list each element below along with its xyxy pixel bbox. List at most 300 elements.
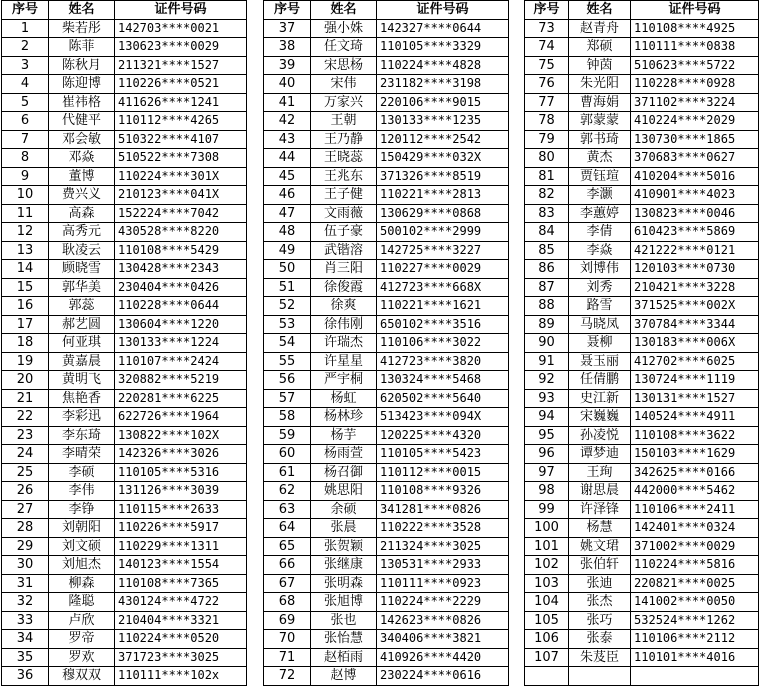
table-row [525,167,759,186]
row-number: 55 [264,352,311,371]
id-number: 142326****3026 [115,445,247,464]
row-number: 54 [264,334,311,353]
id-number: 411626****1241 [115,93,247,112]
person-name: 李晴荣 [49,445,115,464]
table-row [264,75,509,94]
id-number: 120225****4320 [377,426,509,445]
row-number: 58 [264,408,311,427]
row-number: 98 [525,482,569,501]
person-name: 柳森 [49,574,115,593]
table-row [264,352,509,371]
id-number: 110108****7365 [115,574,247,593]
table-row [264,204,509,223]
id-number: 110108****9326 [377,482,509,501]
id-number: 130823****0046 [631,204,759,223]
row-number: 106 [525,630,569,649]
person-name: 李焱 [568,241,630,260]
row-number: 16 [2,297,49,316]
row-number: 93 [525,389,569,408]
table-row [264,482,509,501]
person-name: 宋巍巍 [568,408,630,427]
person-name: 崔祎格 [49,93,115,112]
person-name: 张明森 [311,574,377,593]
row-number: 66 [264,556,311,575]
id-number: 130531****2933 [377,556,509,575]
table-row [525,241,759,260]
id-number: 110112****4265 [115,112,247,131]
header-id: 证件号码 [377,1,509,20]
id-number: 371525****002X [631,297,759,316]
table-row [525,19,759,38]
table-row [264,445,509,464]
row-number: 61 [264,463,311,482]
id-number: 210404****3321 [115,611,247,630]
row-number: 68 [264,593,311,612]
table-row [525,482,759,501]
id-number: 110105****5423 [377,445,509,464]
person-name: 杨芋 [311,426,377,445]
person-name: 董博 [49,167,115,186]
person-name: 谢思晨 [568,482,630,501]
id-number: 412723****668X [377,278,509,297]
table-row [525,537,759,556]
person-name: 陈秋月 [49,56,115,75]
row-number: 36 [2,667,49,686]
person-name: 文雨薇 [311,204,377,223]
person-name: 曹海娟 [568,93,630,112]
table-row [2,315,247,334]
table-row [2,630,247,649]
person-name: 穆双双 [49,667,115,686]
id-number: 130623****0029 [115,38,247,57]
table-row [264,223,509,242]
table-row [525,315,759,334]
row-number: 7 [2,130,49,149]
person-name: 郭书琦 [568,130,630,149]
row-number: 47 [264,204,311,223]
person-name: 李硕 [49,463,115,482]
table-row [2,75,247,94]
table-row [525,500,759,519]
table-row [525,648,759,667]
table-row [264,38,509,57]
person-name: 高森 [49,204,115,223]
row-number: 70 [264,630,311,649]
row-number: 52 [264,297,311,316]
row-number: 75 [525,56,569,75]
id-number: 110227****0029 [377,260,509,279]
table-row [525,38,759,57]
row-number: 15 [2,278,49,297]
id-number: 370683****0627 [631,149,759,168]
id-number: 130133****1224 [115,334,247,353]
id-number: 131126****3039 [115,482,247,501]
person-name: 刘文硕 [49,537,115,556]
person-name: 王乃静 [311,130,377,149]
id-number: 342625****0166 [631,463,759,482]
person-name: 张杰 [568,593,630,612]
person-name: 王兆东 [311,167,377,186]
person-name: 任文琦 [311,38,377,57]
person-name: 许泽锋 [568,500,630,519]
table-row [264,537,509,556]
table-row [2,352,247,371]
table-row [264,19,509,38]
table-row [264,408,509,427]
id-number: 220821****0025 [631,574,759,593]
table-row [2,112,247,131]
id-number: 110224****4828 [377,56,509,75]
row-number: 85 [525,241,569,260]
row-number: 50 [264,260,311,279]
table-row [264,556,509,575]
person-name: 朱光阳 [568,75,630,94]
row-number: 62 [264,482,311,501]
row-number: 104 [525,593,569,612]
person-name: 张伯轩 [568,556,630,575]
row-number: 64 [264,519,311,538]
table-row [264,611,509,630]
person-name: 万家兴 [311,93,377,112]
person-name: 何亚琪 [49,334,115,353]
table-row [2,611,247,630]
person-name: 王子健 [311,186,377,205]
table-row [525,371,759,390]
row-number: 37 [264,19,311,38]
id-number: 110106****2411 [631,500,759,519]
id-number: 230224****0616 [377,667,509,686]
table-row [2,204,247,223]
id-number: 622726****1964 [115,408,247,427]
header-no: 序号 [264,1,311,20]
row-number: 48 [264,223,311,242]
person-name: 钟茵 [568,56,630,75]
person-name: 张也 [311,611,377,630]
row-number: 6 [2,112,49,131]
row-number: 21 [2,389,49,408]
row-number: 41 [264,93,311,112]
row-number: 69 [264,611,311,630]
row-number: 76 [525,75,569,94]
table-row [525,93,759,112]
id-number: 371326****8519 [377,167,509,186]
table-row [2,93,247,112]
row-number: 67 [264,574,311,593]
table-row [2,556,247,575]
person-name: 刘旭杰 [49,556,115,575]
person-name: 强小姝 [311,19,377,38]
row-number: 80 [525,149,569,168]
table-row [525,149,759,168]
table-row [2,167,247,186]
row-number: 82 [525,186,569,205]
person-name: 郑硕 [568,38,630,57]
row-number: 17 [2,315,49,334]
table-row [264,93,509,112]
row-number: 5 [2,93,49,112]
row-number: 60 [264,445,311,464]
person-name: 孙凌悦 [568,426,630,445]
person-name: 黄杰 [568,149,630,168]
row-number: 42 [264,112,311,131]
table-row [264,574,509,593]
row-number: 39 [264,56,311,75]
person-name: 伍子豪 [311,223,377,242]
table-row [264,278,509,297]
table-row [525,611,759,630]
id-number: 142401****0324 [631,519,759,538]
header-no: 序号 [525,1,569,20]
table-row [2,593,247,612]
person-name: 郭蕊 [49,297,115,316]
person-name: 邓焱 [49,149,115,168]
id-number: 142703****0021 [115,19,247,38]
roster-table-3 [524,0,759,686]
table-row [2,648,247,667]
person-name: 宋伟 [311,75,377,94]
person-name: 朱芨臣 [568,648,630,667]
table-row [264,56,509,75]
person-name: 张贺颖 [311,537,377,556]
person-name: 李铮 [49,500,115,519]
table-row [264,130,509,149]
row-number: 34 [2,630,49,649]
person-name: 耿凌云 [49,241,115,260]
id-number [631,667,759,686]
person-name: 杨林珍 [311,408,377,427]
table-row [2,426,247,445]
person-name: 肖三阳 [311,260,377,279]
table-row [264,426,509,445]
person-name: 隆聪 [49,593,115,612]
table-row [2,408,247,427]
id-number: 130730****1865 [631,130,759,149]
row-number: 3 [2,56,49,75]
person-name: 费兴义 [49,186,115,205]
person-name: 李倩 [568,223,630,242]
id-number: 510623****5722 [631,56,759,75]
table-row [264,593,509,612]
id-number: 110224****301X [115,167,247,186]
id-number: 142623****0826 [377,611,509,630]
id-number: 140123****1554 [115,556,247,575]
row-number: 83 [525,204,569,223]
table-row [2,149,247,168]
header-no: 序号 [2,1,49,20]
person-name: 李蕙婷 [568,204,630,223]
row-number: 2 [2,38,49,57]
row-number: 19 [2,352,49,371]
id-number: 130183****006X [631,334,759,353]
row-number: 23 [2,426,49,445]
row-number: 102 [525,556,569,575]
table-row [2,260,247,279]
id-number: 110221****2813 [377,186,509,205]
header-id: 证件号码 [631,1,759,20]
table-row [2,19,247,38]
table-row [525,463,759,482]
id-number: 110229****1311 [115,537,247,556]
row-number: 105 [525,611,569,630]
person-name: 顾晓雪 [49,260,115,279]
person-name: 徐俊霞 [311,278,377,297]
row-number: 92 [525,371,569,390]
row-number: 103 [525,574,569,593]
row-number: 57 [264,389,311,408]
table-row [525,130,759,149]
row-number: 107 [525,648,569,667]
person-name: 张怡慧 [311,630,377,649]
id-number: 110224****0520 [115,630,247,649]
id-number: 500102****2999 [377,223,509,242]
person-name: 张继康 [311,556,377,575]
table-row [525,204,759,223]
person-name: 聂柳 [568,334,630,353]
id-number: 110115****2633 [115,500,247,519]
id-number: 150429****032X [377,149,509,168]
table-row [2,186,247,205]
person-name: 刘秀 [568,278,630,297]
person-name: 杨雨萱 [311,445,377,464]
person-name: 李东琦 [49,426,115,445]
person-name: 王珣 [568,463,630,482]
id-number: 110105****5316 [115,463,247,482]
person-name: 许星星 [311,352,377,371]
person-name: 陈菲 [49,38,115,57]
row-number: 27 [2,500,49,519]
person-name: 罗欢 [49,648,115,667]
person-name: 罗帝 [49,630,115,649]
header-id: 证件号码 [115,1,247,20]
row-number: 24 [2,445,49,464]
row-number: 73 [525,19,569,38]
table-row [2,334,247,353]
person-name: 代健平 [49,112,115,131]
id-number: 371723****3025 [115,648,247,667]
row-number: 94 [525,408,569,427]
table-row [264,334,509,353]
table-row [264,500,509,519]
row-number: 49 [264,241,311,260]
id-number: 110112****0015 [377,463,509,482]
table-row [525,223,759,242]
id-number: 510322****4107 [115,130,247,149]
person-name: 张晨 [311,519,377,538]
row-number: 46 [264,186,311,205]
table-row [525,278,759,297]
id-number: 110222****3528 [377,519,509,538]
table-row [264,112,509,131]
table-row [525,75,759,94]
table-row [264,167,509,186]
id-number: 110226****0521 [115,75,247,94]
id-number: 130629****0868 [377,204,509,223]
person-name: 张迪 [568,574,630,593]
person-name: 聂玉丽 [568,352,630,371]
id-number: 430124****4722 [115,593,247,612]
table-row [2,519,247,538]
id-number: 142725****3227 [377,241,509,260]
row-number: 45 [264,167,311,186]
row-number: 31 [2,574,49,593]
table-row [2,445,247,464]
person-name: 谭梦迪 [568,445,630,464]
id-number: 130131****1527 [631,389,759,408]
person-name: 柴若彤 [49,19,115,38]
row-number: 59 [264,426,311,445]
person-name: 杨虹 [311,389,377,408]
row-number: 89 [525,315,569,334]
table-row [525,352,759,371]
id-number: 110108****4925 [631,19,759,38]
table-row [264,297,509,316]
table-row [2,297,247,316]
id-number: 120112****2542 [377,130,509,149]
row-number: 32 [2,593,49,612]
table-row [264,241,509,260]
id-number: 220106****9015 [377,93,509,112]
row-number: 8 [2,149,49,168]
id-number: 211321****1527 [115,56,247,75]
id-number: 410224****2029 [631,112,759,131]
row-number: 29 [2,537,49,556]
row-number: 101 [525,537,569,556]
row-number: 4 [2,75,49,94]
person-name: 李伟 [49,482,115,501]
table-row [2,463,247,482]
row-number: 96 [525,445,569,464]
row-number: 65 [264,537,311,556]
id-number: 320882****5219 [115,371,247,390]
id-number: 110106****3022 [377,334,509,353]
table-row [525,426,759,445]
table-row [264,667,509,686]
person-name: 黄明飞 [49,371,115,390]
id-number: 110111****0923 [377,574,509,593]
person-name: 高秀元 [49,223,115,242]
person-name: 史江新 [568,389,630,408]
id-number: 110108****5429 [115,241,247,260]
row-number: 79 [525,130,569,149]
table-row [525,556,759,575]
row-number: 18 [2,334,49,353]
person-name: 刘朝阳 [49,519,115,538]
id-number: 130822****102X [115,426,247,445]
row-number: 43 [264,130,311,149]
id-number: 130428****2343 [115,260,247,279]
table-row [2,223,247,242]
row-number: 26 [2,482,49,501]
person-name: 赵栢雨 [311,648,377,667]
person-name: 徐爽 [311,297,377,316]
row-number: 14 [2,260,49,279]
row-number: 40 [264,75,311,94]
person-name: 郝艺圆 [49,315,115,334]
person-name: 陈迎博 [49,75,115,94]
table-row [2,482,247,501]
table-row [525,186,759,205]
row-number: 86 [525,260,569,279]
row-number: 20 [2,371,49,390]
id-number: 110111****0838 [631,38,759,57]
table-row [525,334,759,353]
table-row [2,241,247,260]
table-row [525,389,759,408]
person-name: 郭华美 [49,278,115,297]
row-number: 11 [2,204,49,223]
id-number: 231182****3198 [377,75,509,94]
id-number: 371002****0029 [631,537,759,556]
